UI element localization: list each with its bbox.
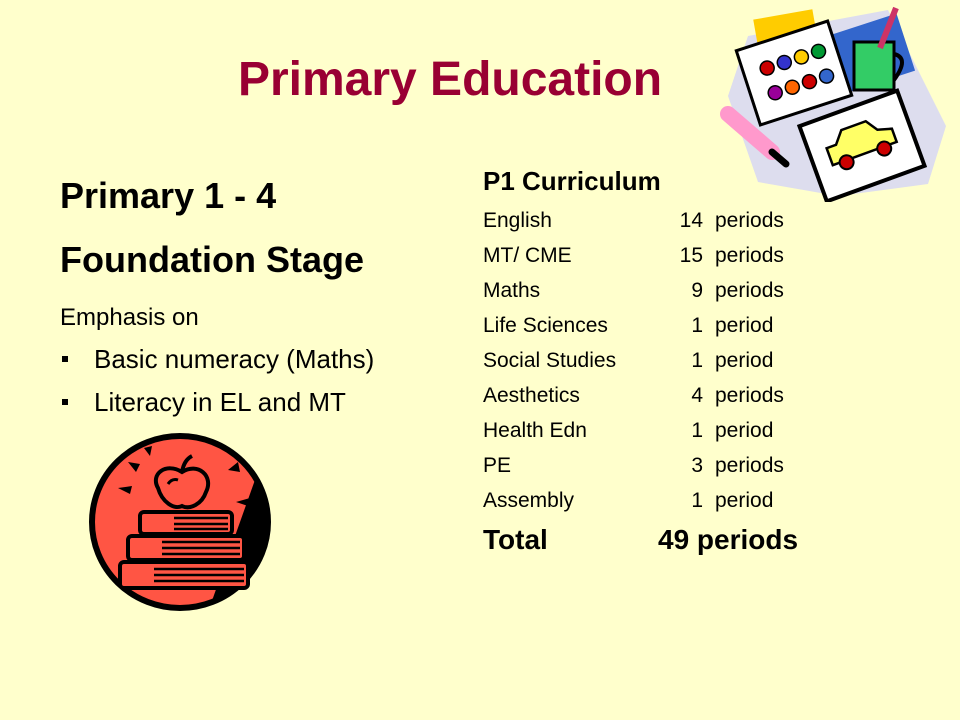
subject-cell: Life Sciences xyxy=(483,313,608,337)
periods-count-cell: 9 xyxy=(691,278,703,302)
table-row xyxy=(483,448,825,483)
heading-foundation-stage: Foundation Stage xyxy=(60,239,364,280)
left-column xyxy=(60,175,375,430)
total-value: 49 periods xyxy=(658,524,799,555)
curriculum-panel xyxy=(483,166,825,556)
square-bullet-icon xyxy=(62,399,68,405)
periods-unit-cell: periods xyxy=(715,453,784,477)
list-item xyxy=(60,344,374,375)
subject-cell: Aesthetics xyxy=(483,383,580,407)
table-row xyxy=(483,308,825,343)
curriculum-title: P1 Curriculum xyxy=(483,166,661,196)
table-row xyxy=(483,273,825,308)
periods-count-cell: 14 xyxy=(679,208,703,232)
table-row xyxy=(483,343,825,378)
subject-cell: English xyxy=(483,208,552,232)
subject-cell: PE xyxy=(483,453,512,477)
list-item xyxy=(60,387,374,418)
table-row xyxy=(483,413,825,448)
periods-unit-cell: period xyxy=(715,418,774,442)
periods-unit-cell: periods xyxy=(715,278,784,302)
periods-unit-cell: periods xyxy=(715,208,784,232)
periods-count-cell: 1 xyxy=(691,488,703,512)
bullet-text: Basic numeracy (Maths) xyxy=(94,344,375,374)
periods-count-cell: 1 xyxy=(691,348,703,372)
periods-count-cell: 1 xyxy=(691,418,703,442)
heading-primary: Primary 1 - 4 xyxy=(60,175,277,216)
periods-unit-cell: period xyxy=(715,313,774,337)
periods-unit-cell: period xyxy=(715,488,774,512)
subject-cell: Assembly xyxy=(483,488,575,512)
table-row xyxy=(483,238,825,273)
curriculum-table xyxy=(483,203,825,518)
curriculum-total xyxy=(483,524,825,556)
table-row xyxy=(483,483,825,518)
bullet-text: Literacy in EL and MT xyxy=(94,387,346,417)
periods-unit-cell: period xyxy=(715,348,774,372)
subject-cell: MT/ CME xyxy=(483,243,572,267)
subject-cell: Health Edn xyxy=(483,418,587,442)
periods-count-cell: 4 xyxy=(691,383,703,407)
total-label: Total xyxy=(483,524,548,555)
periods-unit-cell: periods xyxy=(715,383,784,407)
periods-count-cell: 3 xyxy=(691,453,703,477)
periods-count-cell: 15 xyxy=(679,243,703,267)
emphasis-label: Emphasis on xyxy=(60,304,199,331)
table-row xyxy=(483,203,825,238)
apple-on-books-clipart-icon xyxy=(88,432,272,612)
periods-count-cell: 1 xyxy=(691,313,703,337)
periods-unit-cell: periods xyxy=(715,243,784,267)
subject-cell: Social Studies xyxy=(483,348,617,372)
table-row xyxy=(483,378,825,413)
emphasis-list xyxy=(60,344,374,418)
slide-title: Primary Education xyxy=(237,53,663,106)
square-bullet-icon xyxy=(62,356,68,362)
subject-cell: Maths xyxy=(483,278,541,302)
